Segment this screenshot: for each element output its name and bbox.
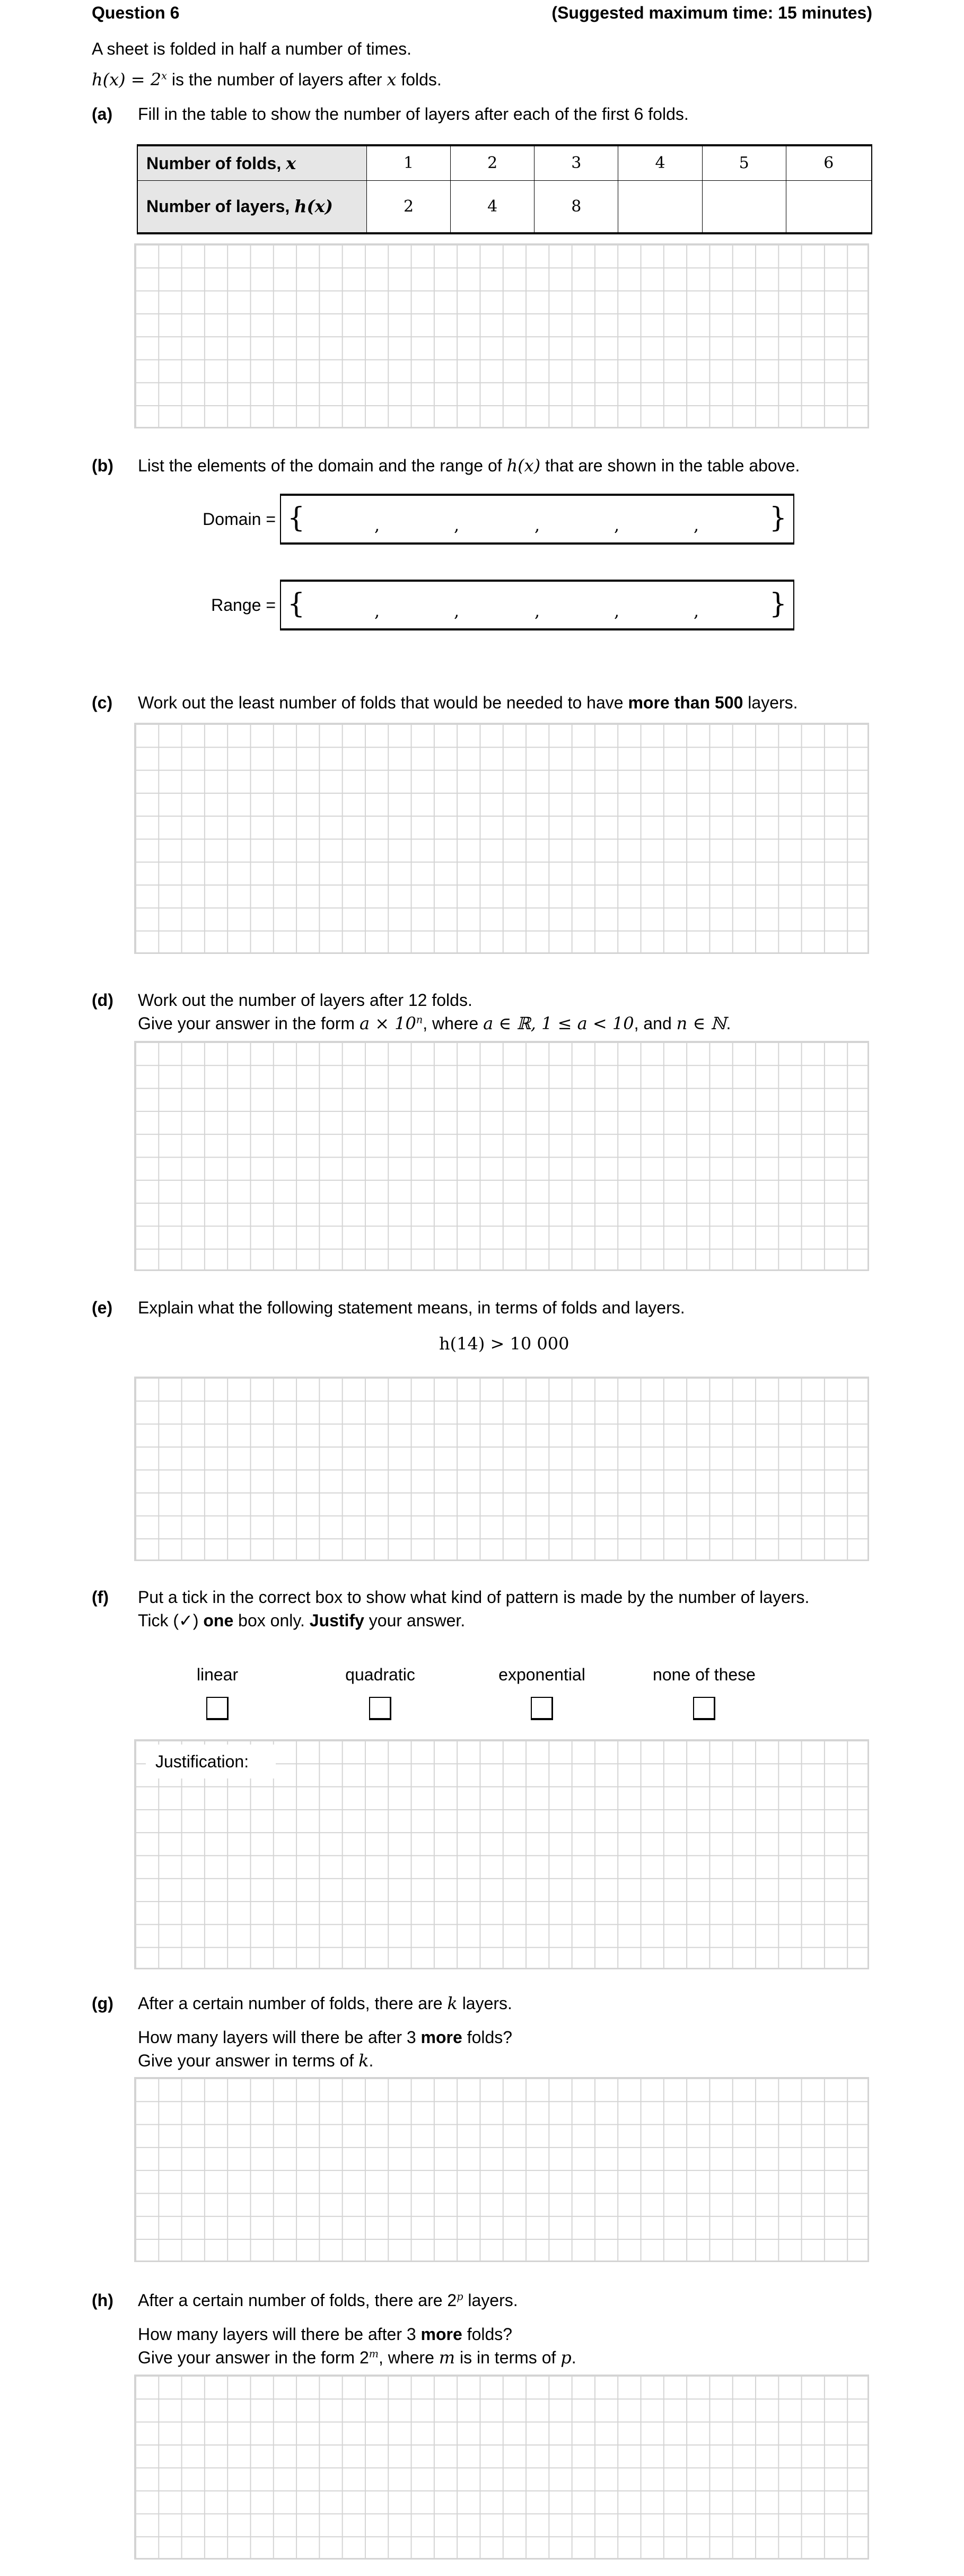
fold-cell: 1 <box>367 145 451 180</box>
row-header-folds: Number of folds, x <box>137 145 367 180</box>
part-g-label: (g) <box>92 1994 113 2013</box>
open-brace: { <box>287 502 305 534</box>
table-row-layers <box>137 180 872 233</box>
part-d-line2: Give your answer in the form $a \times 10^n$, where a ∈ ℝ, 1 ≤ a < 10, and n ∈ ℕ. <box>138 1013 731 1033</box>
part-h-line1: After a certain number of folds, there are 2$^p$ layers. <box>138 2290 518 2310</box>
close-brace: } <box>769 588 787 620</box>
part-g-line2: How many layers will there be after 3 more folds? <box>138 2028 513 2047</box>
fold-cell: 5 <box>702 145 786 180</box>
part-g-line3: Give your answer in terms of k. <box>138 2051 374 2071</box>
checkbox-quadratic[interactable] <box>369 1697 391 1720</box>
part-h-label: (h) <box>92 2291 113 2310</box>
layer-answer-cell[interactable] <box>786 180 872 233</box>
answer-grid-e[interactable] <box>134 1377 869 1561</box>
comma: , <box>534 601 540 621</box>
comma: , <box>694 601 699 621</box>
fold-cell: 4 <box>618 145 702 180</box>
part-a-text: Fill in the table to show the number of layers after each of the first 6 folds. <box>138 104 689 124</box>
answer-grid-g[interactable] <box>134 2077 869 2262</box>
option-label-none-of-these: none of these <box>653 1665 756 1684</box>
part-d-label: (d) <box>92 991 113 1010</box>
question-title: Question 6 <box>92 3 180 22</box>
inequality-statement: h(14) > 10 000 <box>439 1334 569 1354</box>
comma: , <box>614 515 620 535</box>
option-label-exponential: exponential <box>498 1665 585 1684</box>
option-label-linear: linear <box>196 1665 239 1684</box>
layer-answer-cell[interactable] <box>702 180 786 233</box>
part-h-line2: How many layers will there be after 3 more folds? <box>138 2325 513 2344</box>
part-d-line1: Work out the number of layers after 12 folds. <box>138 991 472 1010</box>
answer-grid-a[interactable] <box>134 243 869 428</box>
comma: , <box>454 515 460 535</box>
part-f-label: (f) <box>92 1588 109 1607</box>
justification-label: Justification: <box>146 1745 276 1778</box>
domain-answer-box[interactable] <box>280 494 794 545</box>
close-brace: } <box>769 502 787 534</box>
comma: , <box>454 601 460 621</box>
part-a-label: (a) <box>92 104 113 124</box>
layer-cell: 8 <box>534 180 618 233</box>
domain-label: Domain = <box>203 510 276 529</box>
part-c-label: (c) <box>92 693 113 712</box>
answer-grid-h[interactable] <box>134 2375 869 2560</box>
part-h-line3: Give your answer in the form 2$^m$, where m is in terms of p. <box>138 2347 576 2368</box>
range-answer-box[interactable] <box>280 580 794 630</box>
part-g-line1: After a certain number of folds, there are k layers. <box>138 1993 512 2013</box>
option-label-quadratic: quadratic <box>345 1665 415 1684</box>
part-e-label: (e) <box>92 1298 113 1317</box>
part-f-line2: Tick (✓) one box only. Justify your answer. <box>138 1611 466 1630</box>
comma: , <box>374 601 380 621</box>
comma: , <box>614 601 620 621</box>
part-f-line1: Put a tick in the correct box to show what kind of pattern is made by the number of layers. <box>138 1588 810 1607</box>
checkbox-none-of-these[interactable] <box>693 1697 715 1720</box>
intro-text: A sheet is folded in half a number of times. <box>92 39 411 58</box>
row-header-layers: Number of layers, h(x) <box>137 180 367 233</box>
function-definition: $h(x) = 2^x$ is the number of layers after x folds. <box>92 69 442 90</box>
open-brace: { <box>287 588 305 620</box>
comma: , <box>374 515 380 535</box>
fold-cell: 2 <box>451 145 534 180</box>
part-b-label: (b) <box>92 456 113 475</box>
part-b-text: List the elements of the domain and the range of h(x) that are shown in the table above. <box>138 455 800 476</box>
fold-cell: 6 <box>786 145 872 180</box>
checkbox-linear[interactable] <box>206 1697 229 1720</box>
table-row-folds <box>137 145 872 180</box>
comma: , <box>694 515 699 535</box>
comma: , <box>534 515 540 535</box>
answer-grid-d[interactable] <box>134 1041 869 1271</box>
layer-answer-cell[interactable] <box>618 180 702 233</box>
layer-cell: 2 <box>367 180 451 233</box>
range-label: Range = <box>211 595 276 615</box>
part-e-text: Explain what the following statement means, in terms of folds and layers. <box>138 1298 685 1317</box>
checkbox-exponential[interactable] <box>531 1697 553 1720</box>
suggested-time: (Suggested maximum time: 15 minutes) <box>551 3 872 22</box>
answer-grid-c[interactable] <box>134 723 869 954</box>
part-c-text: Work out the least number of folds that would be needed to have more than 500 layers. <box>138 693 798 712</box>
layer-cell: 4 <box>451 180 534 233</box>
folds-layers-table <box>137 144 872 234</box>
fold-cell: 3 <box>534 145 618 180</box>
